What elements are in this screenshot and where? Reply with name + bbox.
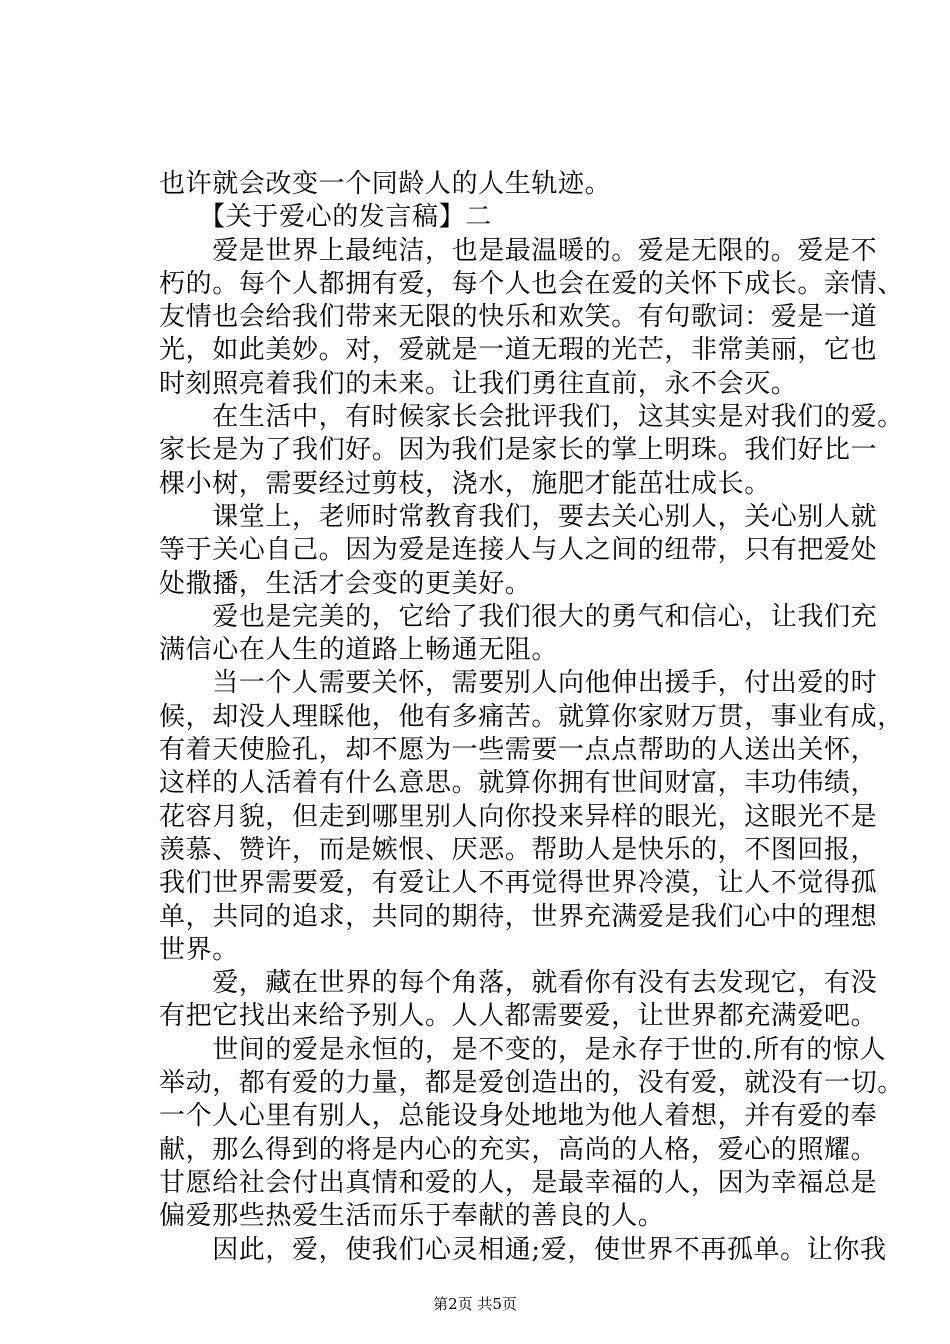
text-line: 爱是世界上最纯洁，也是最温暖的。爱是无限的。爱是不 <box>159 235 878 266</box>
text-line: 单，共同的追求，共同的期待，世界充满爱是我们心中的理想 <box>159 901 878 932</box>
text-line: 在生活中，有时候家长会批评我们，这其实是对我们的爱。 <box>159 402 904 433</box>
text-line: 处撒播，生活才会变的更美好。 <box>159 568 532 599</box>
text-line: 甘愿给社会付出真情和爱的人，是最幸福的人，因为幸福总是 <box>159 1167 878 1198</box>
text-line: 友情也会给我们带来无限的快乐和欢笑。有句歌词：爱是一道 <box>159 302 878 333</box>
text-line: 有把它找出来给予别人。人人都需要爱，让世界都充满爱吧。 <box>159 1001 878 1032</box>
text-line: 世界。 <box>159 934 239 965</box>
text-line: 花容月貌，但走到哪里别人向你投来异样的眼光，这眼光不是 <box>159 801 878 832</box>
text-line: 有着天使脸孔，却不愿为一些需要一点点帮助的人送出关怀， <box>159 735 878 766</box>
text-line: 时刻照亮着我们的未来。让我们勇往直前，永不会灭。 <box>159 368 798 399</box>
text-line: 举动，都有爱的力量，都是爱创造出的，没有爱，就没有一切。 <box>159 1068 904 1099</box>
text-line: 偏爱那些热爱生活而乐于奉献的善良的人。 <box>159 1201 665 1232</box>
text-line: 棵小树，需要经过剪枝，浇水，施肥才能茁壮成长。 <box>159 468 771 499</box>
text-line: 光，如此美妙。对，爱就是一道无瑕的光芒，非常美丽，它也 <box>159 335 878 366</box>
text-line: 我们世界需要爱，有爱让人不再觉得世界冷漠，让人不觉得孤 <box>159 868 878 899</box>
text-line: 献，那么得到的将是内心的充实，高尚的人格，爱心的照耀。 <box>159 1134 878 1165</box>
text-line: 家长是为了我们好。因为我们是家长的掌上明珠。我们好比一 <box>159 435 878 466</box>
text-line: 朽的。每个人都拥有爱，每个人也会在爱的关怀下成长。亲情、 <box>159 268 904 299</box>
text-line: 这样的人活着有什么意思。就算你拥有世间财富，丰功伟绩， <box>159 768 878 799</box>
text-line: 也许就会改变一个同龄人的人生轨迹。 <box>159 169 612 199</box>
text-line: 因此，爱，使我们心灵相通;爱，使世界不再孤单。让你我 <box>159 1234 887 1265</box>
text-line: 当一个人需要关怀，需要别人向他伸出援手，付出爱的时 <box>159 668 878 699</box>
text-line: 爱，藏在世界的每个角落，就看你有没有去发现它，有没 <box>159 968 878 999</box>
text-line: 满信心在人生的道路上畅通无阻。 <box>159 635 559 666</box>
text-line: 一个人心里有别人，总能设身处地地为他人着想，并有爱的奉 <box>159 1101 878 1132</box>
text-line: 候，却没人理睬他，他有多痛苦。就算你家财万贯，事业有成， <box>159 701 904 732</box>
document-body <box>159 168 904 1267</box>
text-line: 羡慕、赞许，而是嫉恨、厌恶。帮助人是快乐的，不图回报， <box>159 834 878 865</box>
text-line: 世间的爱是永恒的，是不变的，是永存于世的.所有的惊人 <box>159 1034 887 1065</box>
section-heading: 【关于爱心的发言稿】二 <box>159 202 492 233</box>
text-line: 等于关心自己。因为爱是连接人与人之间的纽带，只有把爱处 <box>159 535 878 566</box>
page-number-footer: 第2页 共5页 <box>433 1295 517 1313</box>
text-line: 课堂上，老师时常教育我们，要去关心别人，关心别人就 <box>159 501 878 532</box>
text-line: 爱也是完美的，它给了我们很大的勇气和信心，让我们充 <box>159 601 878 632</box>
